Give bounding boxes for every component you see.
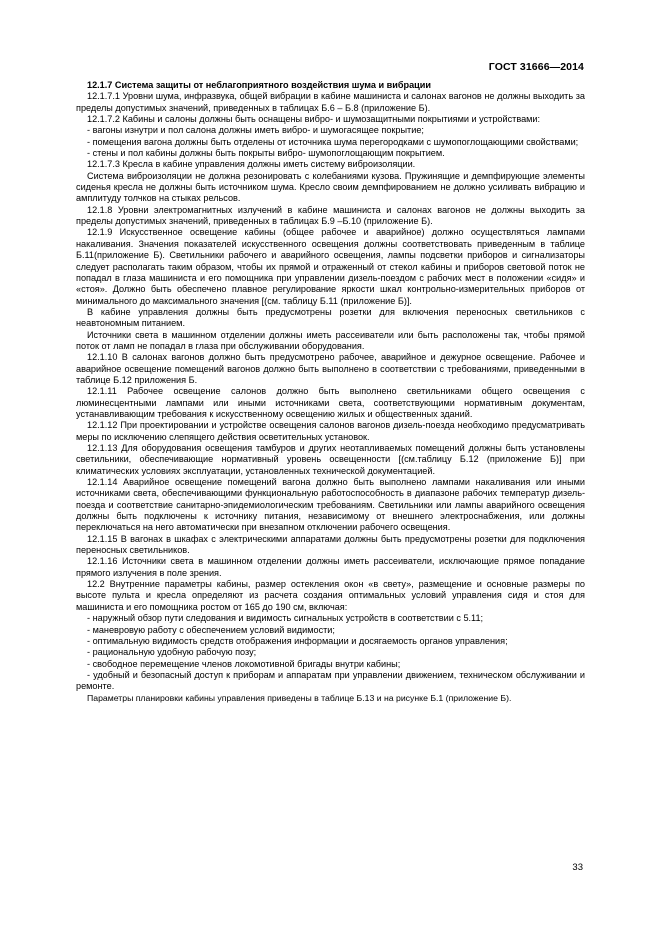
paragraph: 12.1.12 При проектировании и устройстве освещения салонов вагонов дизель-поезда необходимо предусматривать меры по исключению слепящего действия осветительных установок. [76, 420, 585, 442]
paragraph: Источники света в машинном отделении должны иметь рассеиватели или быть расположены так, чтобы прямой поток от ламп не попадал в глаза при обслуживании оборудования. [76, 329, 585, 351]
page-number: 33 [572, 862, 583, 873]
paragraph: 12.1.7.2 Кабины и салоны должны быть оснащены вибро- и шумозащитными покрытиями и устройствами: [87, 114, 541, 125]
paragraph: 12.1.10 В салонах вагонов должно быть предусмотрено рабочее, аварийное и дежурное освещение. Рабочее и аварийное освещение помещений вагонов должно быть выполнено в соответствии с требованиями, приведенными в таблице Б.12 приложения Б. [76, 352, 585, 385]
list-item: - оптимальную видимость средств отображения информации и досягаемость органов управления; [87, 635, 508, 646]
list-item: - рациональную удобную рабочую позу; [87, 647, 257, 658]
closing-paragraph: Параметры планировки кабины управления приведены в таблице Б.13 и на рисунке Б.1 (приложение Б). [87, 692, 512, 703]
list-item: - наружный обзор пути следования и видимость сигнальных устройств в соответствии с 5.11; [87, 613, 484, 624]
paragraph: 12.1.8 Уровни электромагнитных излучений в кабине машиниста и салонах вагонов не должны выходить за пределы допустимых значений, приведенных в таблицах Б.9 –Б.10 (приложение Б). [76, 204, 585, 227]
list-item: - стены и пол кабины должны быть покрыты вибро- шумопоглощающим покрытием. [87, 148, 445, 159]
paragraph: 12.1.9 Искусственное освещение кабины (общее рабочее и аварийное) должно осуществляться лампами накаливания. Значения показателей искусственного освещения должны соответствовать приведенным в таблице Б.11(приложение Б). Светильники рабочего и аварийного освещения, лампы подсветки приборов и сигнализаторы следует располагать таким образом, чтобы их прямой и отраженный от стекол кабины и приборов световой поток не попадал в глаза машиниста и его помощника при управлении дизель-поездом с рабочих мест в положении «сидя» и «стоя». Должно быть обеспечено плавное регулирование яркости шкал контрольно-измерительных приборов от минимального до максимального значения [(см. таблицу Б.11 (приложение Б)]. [76, 227, 585, 306]
paragraph: В кабине управления должны быть предусмотрены розетки для включения переносных светильников с неавтономным питанием. [76, 306, 585, 329]
list-item: - помещения вагона должны быть отделены от источника шума перегородками с шумопоглощающими свойствами; [87, 136, 579, 147]
list-item: - вагоны изнутри и пол салона должны иметь вибро- и шумогасящее покрытие; [87, 125, 424, 136]
list-item: - маневровую работу с обеспечением условий видимости; [87, 624, 335, 635]
section-title-12-1-7: 12.1.7 Система защиты от неблагоприятного воздействия шума и вибрации [87, 80, 432, 90]
paragraph: 12.1.7.3 Кресла в кабине управления должны иметь систему виброизоляции. [87, 159, 416, 170]
paragraph: 12.1.15 В вагонах в шкафах с электрическими аппаратами должны быть предусмотрены розетки для подключения переносных светильников. [76, 533, 585, 556]
paragraph: 12.1.13 Для оборудования освещения тамбуров и других неотапливаемых помещений должны быть установлены светильники, обеспечивающие нормативный уровень освещенности [(см.таблицу Б.12 (приложение Б)] при климатических условиях эксплуатации, установленных технической документацией. [76, 443, 585, 476]
paragraph: 12.2 Внутренние параметры кабины, размер остекления окон «в свету», размещение и основные размеры по высоте пульта и кресла определяют из расчета создания оптимальных условий управления сидя и стоя для машиниста и его помощника ростом от 165 до 190 см, включая: [76, 579, 585, 612]
paragraph: 12.1.7.1 Уровни шума, инфразвука, общей вибрации в кабине машиниста и салонах вагонов не должны выходить за пределы допустимых значений, приведенных в таблицах Б.6 – Б.8 (приложение Б). [76, 91, 585, 113]
standard-header: ГОСТ 31666—2014 [488, 61, 584, 73]
paragraph: 12.1.14 Аварийное освещение помещений вагона должно быть выполнено лампами накаливания или иными источниками света, обеспечивающими функциональную работоспособность в диапазоне рабочих температур дизель-поезда и соответствие санитарно-эпидемиологическим требованиям. Светильники или лампы аварийного освещения должны быть подключены к источнику питания, независимому от внешнего электроснабжения, или должны переключаться на него автоматически при внезапном отключении рабочего освещения. [76, 477, 585, 533]
paragraph: 12.1.16 Источники света в машинном отделении должны иметь рассеиватели, исключающие прямое попадание прямого излучения в поле зрения. [76, 556, 585, 578]
list-item: - свободное перемещение членов локомотивной бригады внутри кабины; [87, 658, 401, 669]
list-item: - удобный и безопасный доступ к приборам и аппаратам при управлении движением, техническом обслуживании и ремонте. [76, 669, 585, 692]
paragraph: 12.1.11 Рабочее освещение салонов должно быть выполнено светильниками общего освещения с люминесцентными лампами или иными источниками света, соответствующими нормативным документам, устанавливающим требования к искусственному освещению жилых и общественных зданий. [76, 386, 585, 419]
paragraph: Система виброизоляции не должна резонировать с колебаниями кузова. Пружинящие и демпфирующие элементы сиденья кресла не должны быть источником шума. Кресло своим демпфированием не должно усиливать вибрацию и амплитуду толчков на стыках рельсов. [76, 170, 585, 204]
document-body [76, 80, 585, 704]
